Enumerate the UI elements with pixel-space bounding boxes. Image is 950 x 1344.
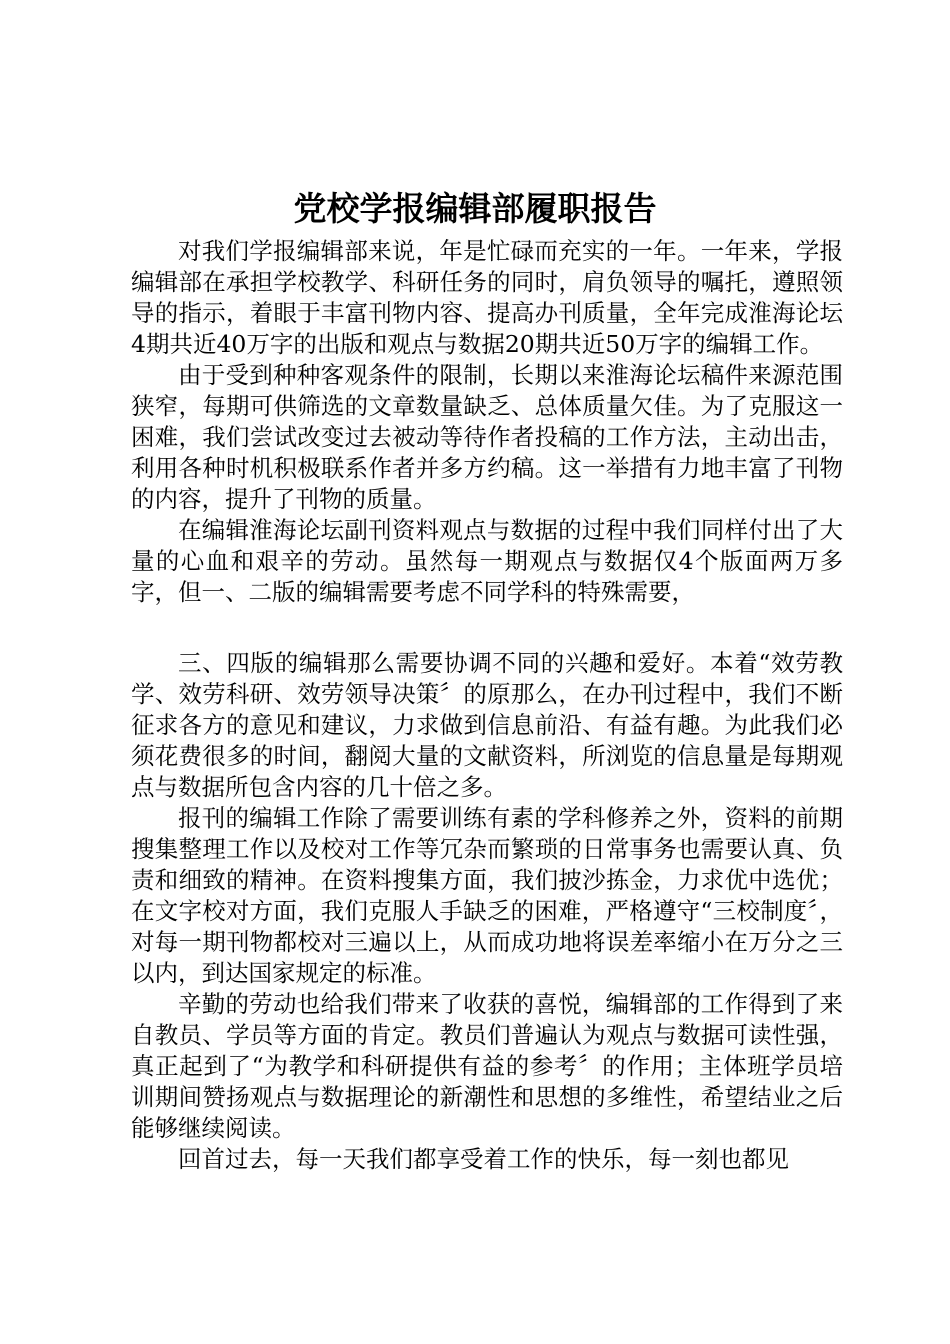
paragraph: 对我们学报编辑部来说，年是忙碌而充实的一年。一年来，学报编辑部在承担学校教学、科研任务的同时，肩负领导的嘱托，遵照领导的指示，着眼于丰富刊物内容、提高办刊质量，全年完成淮海论坛4期共近40万字的出版和观点与数据20期共近50万字的编辑工作。: [131, 237, 843, 358]
paragraph: 由于受到种种客观条件的限制，长期以来淮海论坛稿件来源范围狭窄，每期可供筛选的文章数量缺乏、总体质量欠佳。为了克服这一困难，我们尝试改变过去被动等待作者投稿的工作方法，主动出击，利用各种时机积极联系作者并多方约稿。这一举措有力地丰富了刊物的内容，提升了刊物的质量。: [131, 361, 843, 513]
paragraph: 报刊的编辑工作除了需要训练有素的学科修养之外，资料的前期搜集整理工作以及校对工作等冗杂而繁琐的日常事务也需要认真、负责和细致的精神。在资料搜集方面，我们披沙拣金，力求优中选优；在文字校对方面，我们克服人手缺乏的困难，严格遵守“三校制度〞，对每一期刊物都校对三遍以上，从而成功地将误差率缩小在万分之三以内，到达国家规定的标准。: [131, 804, 843, 987]
document-title: 党校学报编辑部履职报告: [293, 189, 657, 228]
paragraph: 回首过去，每一天我们都享受着工作的快乐，每一刻也都见: [178, 1145, 789, 1173]
paragraph: 三、四版的编辑那么需要协调不同的兴趣和爱好。本着“效劳教学、效劳科研、效劳领导决策〞的原那么，在办刊过程中，我们不断征求各方的意见和建议，力求做到信息前沿、有益有趣。为此我们必须花费很多的时间，翻阅大量的文献资料，所浏览的信息量是每期观点与数据所包含内容的几十倍之多。: [131, 649, 843, 801]
paragraph: 辛勤的劳动也给我们带来了收获的喜悦，编辑部的工作得到了来自教员、学员等方面的肯定。教员们普遍认为观点与数据可读性强，真正起到了“为教学和科研提供有益的参考〞的作用；主体班学员培训期间赞扬观点与数据理论的新潮性和思想的多维性，希望结业之后能够继续阅读。: [131, 990, 843, 1142]
document-body: [131, 236, 843, 1175]
paragraph: 在编辑淮海论坛副刊资料观点与数据的过程中我们同样付出了大量的心血和艰辛的劳动。虽然每一期观点与数据仅4个版面两万多字，但一、二版的编辑需要考虑不同学科的特殊需要，: [131, 516, 843, 606]
